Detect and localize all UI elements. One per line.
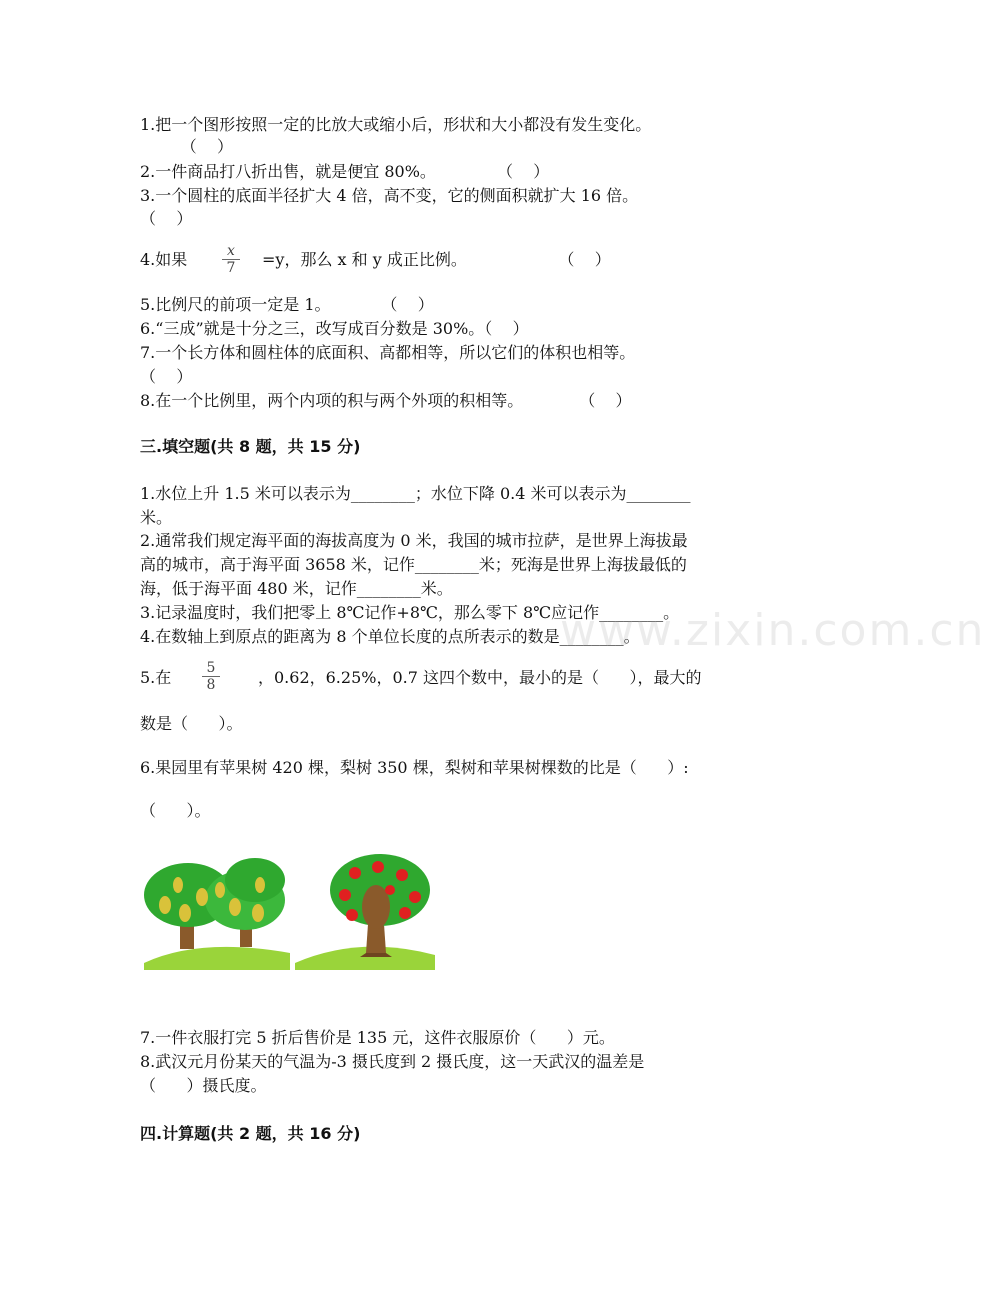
pear-trees-image (144, 858, 290, 970)
fill-q1-line2: 米。 (140, 508, 173, 527)
fraction-numerator: x (222, 243, 240, 260)
fill-q2-line2: 高的城市，高于海平面 3658 米，记作________米；死海是世界上海拔最低的 (140, 555, 687, 574)
watermark: www.zixin.com.cn (560, 605, 985, 656)
judge-q7-answer: （ ） (140, 367, 193, 386)
judge-q4-prefix: 4.如果 (140, 250, 188, 269)
fill-q8-line2: （ ）摄氏度。 (140, 1076, 267, 1095)
fill-q5-prefix: 5.在 (140, 668, 172, 687)
judge-q3-answer: （ ） (140, 209, 193, 228)
fill-q2-line1: 2.通常我们规定海平面的海拔高度为 0 米，我国的城市拉萨，是世界上海拔最 (140, 531, 688, 550)
fill-q7: 7.一件衣服打完 5 折后售价是 135 元，这件衣服原价（ ）元。 (140, 1028, 615, 1047)
fraction-denominator: 7 (226, 260, 236, 276)
apple-tree-image (295, 854, 435, 970)
judge-q4-suffix: =y，那么 x 和 y 成正比例。 （ ） (262, 250, 611, 269)
judge-q7-line1: 7.一个长方体和圆柱体的底面积、高都相等，所以它们的体积也相等。 (140, 343, 636, 362)
fill-q5-suffix: ，0.62，6.25%，0.7 这四个数中，最小的是（ ），最大的 (258, 668, 702, 687)
judge-q4-fraction (222, 243, 240, 276)
judge-q1-answer: （ ） (140, 137, 234, 156)
section3-title: 三.填空题(共 8 题，共 15 分) (140, 437, 361, 456)
fill-q5-fraction (202, 660, 220, 693)
section4-title: 四.计算题(共 2 题，共 16 分) (140, 1124, 361, 1143)
fill-q2-line3: 海，低于海平面 480 米，记作________米。 (140, 579, 453, 598)
judge-q5: 5.比例尺的前项一定是 1。 （ ） (140, 295, 434, 314)
fill-q6-line2: （ ）。 (140, 801, 211, 820)
judge-q6: 6.“三成”就是十分之三，改写成百分数是 30%。（ ） (140, 319, 529, 338)
fraction-denominator: 8 (206, 677, 216, 693)
judge-q1-line1: 1.把一个图形按照一定的比放大或缩小后，形状和大小都没有发生变化。 (140, 115, 652, 134)
orchard-trees-illustration (140, 845, 440, 975)
fill-q3: 3.记录温度时，我们把零上 8℃记作+8℃，那么零下 8℃应记作________。 (140, 603, 680, 622)
judge-q8: 8.在一个比例里，两个内项的积与两个外项的积相等。 （ ） (140, 391, 632, 410)
fill-q4: 4.在数轴上到原点的距离为 8 个单位长度的点所表示的数是________。 (140, 627, 640, 646)
fill-q5-line2: 数是（ ）。 (140, 714, 243, 733)
fill-q6-line1: 6.果园里有苹果树 420 棵，梨树 350 棵，梨树和苹果树棵数的比是（ ）: (140, 758, 689, 777)
fraction-numerator: 5 (202, 660, 220, 677)
fill-q8-line1: 8.武汉元月份某天的气温为-3 摄氏度到 2 摄氏度，这一天武汉的温差是 (140, 1052, 645, 1071)
judge-q2: 2.一件商品打八折出售，就是便宜 80%。 （ ） (140, 162, 550, 181)
fill-q1-line1: 1.水位上升 1.5 米可以表示为________；水位下降 0.4 米可以表示为________ (140, 484, 691, 503)
judge-q3-line1: 3.一个圆柱的底面半径扩大 4 倍，高不变，它的侧面积就扩大 16 倍。 (140, 186, 639, 205)
